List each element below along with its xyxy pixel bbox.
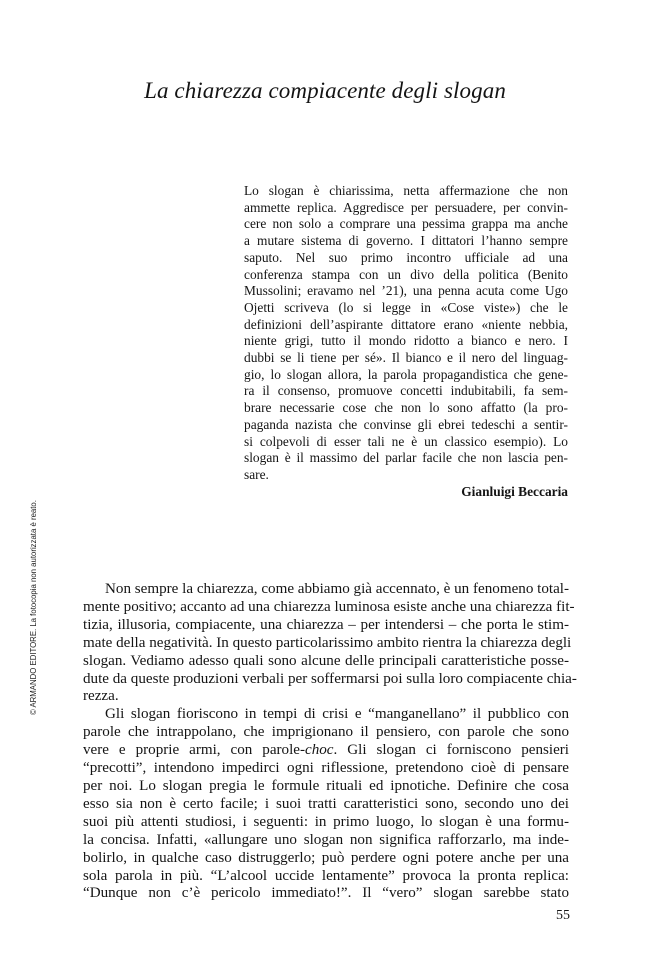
body-line: esso sia non è certo facile; i suoi tratti caratteristici sono, secondo uno dei — [83, 795, 569, 812]
epigraph-line: gio, lo slogan allora, la parola propagandistica che gene- — [244, 366, 568, 382]
body-line: parole che intrappolano, che imprigionano il pensiero, con parole che sono — [83, 724, 569, 741]
epigraph-line: a mutare sistema di governo. I dittatori l’hanno sempre — [244, 233, 568, 249]
body-line: per noi. Lo slogan pregia le formule rituali ed ipnotiche. Definire che cosa — [83, 777, 569, 794]
epigraph-author: Gianluigi Beccaria — [461, 484, 568, 499]
body-line: la concisa. Infatti, «allungare uno slogan non significa rafforzarlo, ma inde- — [83, 831, 569, 848]
page-title: La chiarezza compiacente degli slogan — [144, 78, 506, 103]
epigraph-line: ra il consenso, promuove concetti indubitabili, fa sem- — [244, 383, 568, 399]
body-line: rezza. — [83, 688, 119, 705]
epigraph-line: Mussolini; eravamo nel ’21), una penna acuta come Ugo — [244, 283, 568, 299]
text-segment: . Gli slogan ci forniscono pensieri — [333, 742, 569, 759]
epigraph-line: niente grigi, tutto il mondo ridotto a bianco e nero. I — [244, 333, 568, 349]
epigraph-line: dubbi se li tiene per sé». Il bianco e il nero del linguag- — [244, 350, 568, 366]
epigraph-line: conferenza stampa con un divo della politica (Benito — [244, 266, 568, 282]
body-line: bolirlo, in qualche caso distruggerlo; può perdere ogni potere anche per una — [83, 849, 569, 866]
epigraph-line: si colpevoli di esser tali ne è un classico esempio). Lo — [244, 433, 568, 449]
epigraph-line: sare. — [244, 466, 269, 482]
body-line: “precotti”, intendono impedirci ogni riflessione, pretendono cioè di pensare — [83, 760, 569, 777]
epigraph-line: Ojetti scriveva (lo si legge in «Cose viste») che le — [244, 299, 568, 315]
body-line: tizia, illusoria, compiacente, una chiarezza – per intendersi – che porta le stim- — [83, 616, 569, 633]
body-line: Non sempre la chiarezza, come abbiamo già accennato, è un fenomeno total- — [105, 581, 569, 597]
body-line: mente positivo; accanto ad una chiarezza luminosa esiste anche una chiarezza fit- — [83, 598, 575, 615]
paragraph-1 — [83, 581, 577, 706]
body-line: mate della negatività. In questo particolarissimo ambito rientra la chiarezza degli — [83, 634, 572, 651]
body-line: suoi più attenti studiosi, i seguenti: in primo luogo, lo slogan è una formu- — [83, 813, 569, 830]
paragraph-2 — [83, 706, 569, 903]
epigraph-line: Lo slogan è chiarissima, netta affermazione che non — [244, 183, 568, 198]
epigraph-line: paganda nazista che convinse gli ebrei tedeschi a sentir- — [244, 416, 568, 432]
italic-word: choc — [305, 742, 334, 759]
page-number: 55 — [556, 908, 570, 923]
epigraph-line: cere non solo a comprare una pessima grappa ma anche — [244, 216, 568, 232]
body-line: sola parola in più. “L’alcool uccide lentamente” provoca la pronta replica: — [83, 867, 569, 884]
epigraph-line: saputo. Nel suo primo incontro ufficiale ad una — [244, 249, 568, 265]
epigraph-line: brare necessarie cose che non lo sono affatto (la pro- — [244, 400, 568, 416]
text-segment: vere e proprie armi, con parole- — [83, 742, 306, 759]
body-line: slogan. Vediamo adesso quali sono alcune delle principali caratteristiche posse- — [83, 652, 569, 669]
epigraph-line: ammette replica. Aggredisce per persuadere, per convin- — [244, 199, 568, 215]
body-line — [83, 742, 569, 760]
body-line: Gli slogan fioriscono in tempi di crisi e “manganellano” il pubblico con — [105, 706, 569, 723]
body-line: “Dunque non c’è pericolo immediato!”. Il “vero” slogan sarebbe stato — [83, 885, 569, 902]
epigraph-line: definizioni dell’aspirante dittatore erano «niente nebbia, — [244, 316, 568, 332]
body-text — [83, 581, 577, 903]
body-line: dute da queste produzioni verbali per soffermarsi poi sulla loro compiacente chia- — [83, 670, 577, 687]
copyright-notice: © ARMANDO EDITORE. La fotocopia non autorizzata è reato. — [29, 500, 38, 715]
epigraph-quote — [244, 183, 568, 484]
epigraph-line: slogan è il massimo del parlar facile che non lascia pen- — [244, 450, 568, 466]
